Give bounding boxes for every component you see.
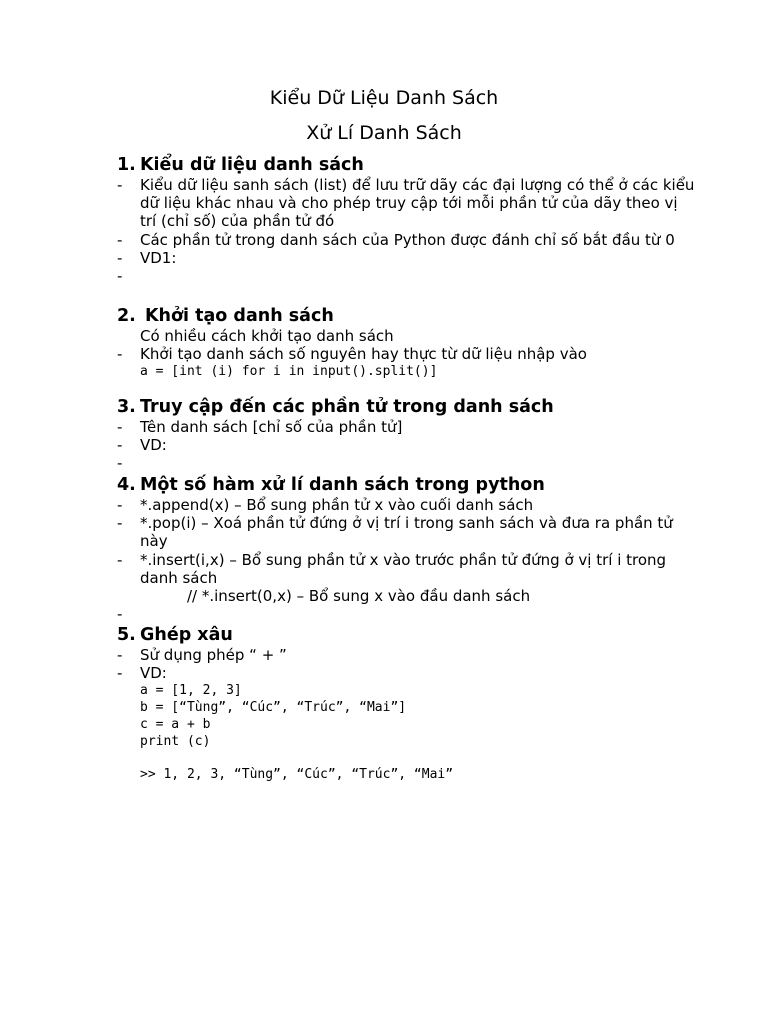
list-item — [117, 249, 697, 267]
list-item-text: *.pop(i) – Xoá phần tử đứng ở vị trí i trong sanh sách và đưa ra phần tử này — [140, 514, 673, 551]
list-item-text: *.append(x) – Bổ sung phần tử x vào cuối danh sách — [140, 496, 534, 514]
list-item — [117, 646, 697, 664]
bullet-dash: - — [117, 267, 123, 286]
list-item-empty — [117, 267, 697, 285]
bullet-dash: - — [117, 514, 123, 533]
bullet-dash: - — [117, 230, 123, 249]
list-item-text: VD: — [140, 664, 167, 683]
section-4 — [117, 474, 697, 623]
bullet-dash: - — [117, 418, 123, 436]
section-number: 5. — [117, 625, 136, 645]
section-1-heading — [117, 154, 697, 176]
bullet-dash: - — [117, 646, 123, 664]
section-number: 1. — [117, 155, 136, 175]
section-2-list — [117, 345, 697, 363]
section-number: 2. — [117, 306, 136, 326]
code-line: a = [int (i) for i in input().split()] — [140, 364, 438, 380]
section-4-list — [117, 496, 697, 587]
bullet-dash: - — [117, 248, 123, 267]
section-2-heading — [117, 305, 697, 327]
code-line: print (c) — [140, 734, 211, 750]
section-1-list — [117, 176, 697, 285]
list-item-text: VD: — [140, 436, 167, 455]
section-title: Truy cập đến các phần tử trong danh sách — [140, 397, 554, 417]
code-line: a = [1, 2, 3] — [140, 683, 242, 699]
list-item-text: Sử dụng phép “ + ” — [140, 646, 287, 664]
section-number: 4. — [117, 475, 136, 495]
section-5 — [117, 624, 697, 783]
section-3-heading — [117, 396, 697, 418]
section-title: Kiểu dữ liệu danh sách — [140, 155, 364, 175]
list-item — [117, 345, 697, 363]
list-item-empty — [117, 605, 697, 623]
section-2-intro: Có nhiều cách khởi tạo danh sách — [140, 327, 394, 345]
code-line: c = a + b — [140, 717, 211, 733]
bullet-dash: - — [117, 345, 123, 364]
list-item — [117, 551, 697, 587]
section-4-heading — [117, 474, 697, 496]
bullet-dash: - — [117, 176, 123, 194]
list-item — [117, 418, 697, 436]
list-item-text: Khởi tạo danh sách số nguyên hay thực từ dữ liệu nhập vào — [140, 345, 587, 364]
code-output: >> 1, 2, 3, “Tùng”, “Cúc”, “Trúc”, “Mai” — [140, 767, 454, 783]
list-item — [117, 176, 697, 231]
insert-note: // *.insert(0,x) – Bổ sung x vào đầu danh sách — [187, 587, 531, 606]
list-item — [117, 436, 697, 454]
section-5-list — [117, 646, 697, 682]
list-item-text: Kiểu dữ liệu sanh sách (list) để lưu trữ dãy các đại lượng có thể ở các kiểu dữ liệu khác nhau và cho phép truy cập tới mỗi phần tử của dãy theo vị trí (chỉ số) của phần tử đó — [140, 176, 695, 231]
list-item — [117, 231, 697, 249]
code-line: b = [“Tùng”, “Cúc”, “Trúc”, “Mai”] — [140, 700, 407, 716]
spacer — [117, 750, 697, 766]
section-3-list — [117, 418, 697, 473]
section-title: Khởi tạo danh sách — [145, 306, 334, 326]
document-title: Kiểu Dữ Liệu Danh Sách — [269, 87, 499, 109]
section-title: Ghép xâu — [140, 625, 233, 645]
section-title: Một số hàm xử lí danh sách trong python — [140, 475, 545, 495]
bullet-dash: - — [117, 496, 123, 514]
section-1 — [117, 154, 697, 285]
list-item — [117, 496, 697, 514]
bullet-dash: - — [117, 454, 123, 473]
section-number: 3. — [117, 397, 136, 417]
document-subtitle: Xử Lí Danh Sách — [306, 122, 462, 144]
list-item-text: VD1: — [140, 248, 177, 267]
bullet-dash: - — [117, 436, 123, 455]
list-item — [117, 514, 697, 550]
bullet-dash: - — [117, 605, 123, 624]
list-item-empty — [117, 454, 697, 472]
list-item — [117, 664, 697, 682]
section-2 — [117, 305, 697, 380]
section-3 — [117, 396, 697, 473]
section-5-heading — [117, 624, 697, 646]
list-item-text: Tên danh sách [chỉ số của phần tử] — [140, 418, 403, 436]
bullet-dash: - — [117, 550, 123, 569]
bullet-dash: - — [117, 664, 123, 683]
list-item-text: *.insert(i,x) – Bổ sung phần tử x vào trước phần tử đứng ở vị trí i trong danh sách — [140, 550, 667, 587]
list-item-text: Các phần tử trong danh sách của Python được đánh chỉ số bắt đầu từ 0 — [140, 230, 675, 249]
